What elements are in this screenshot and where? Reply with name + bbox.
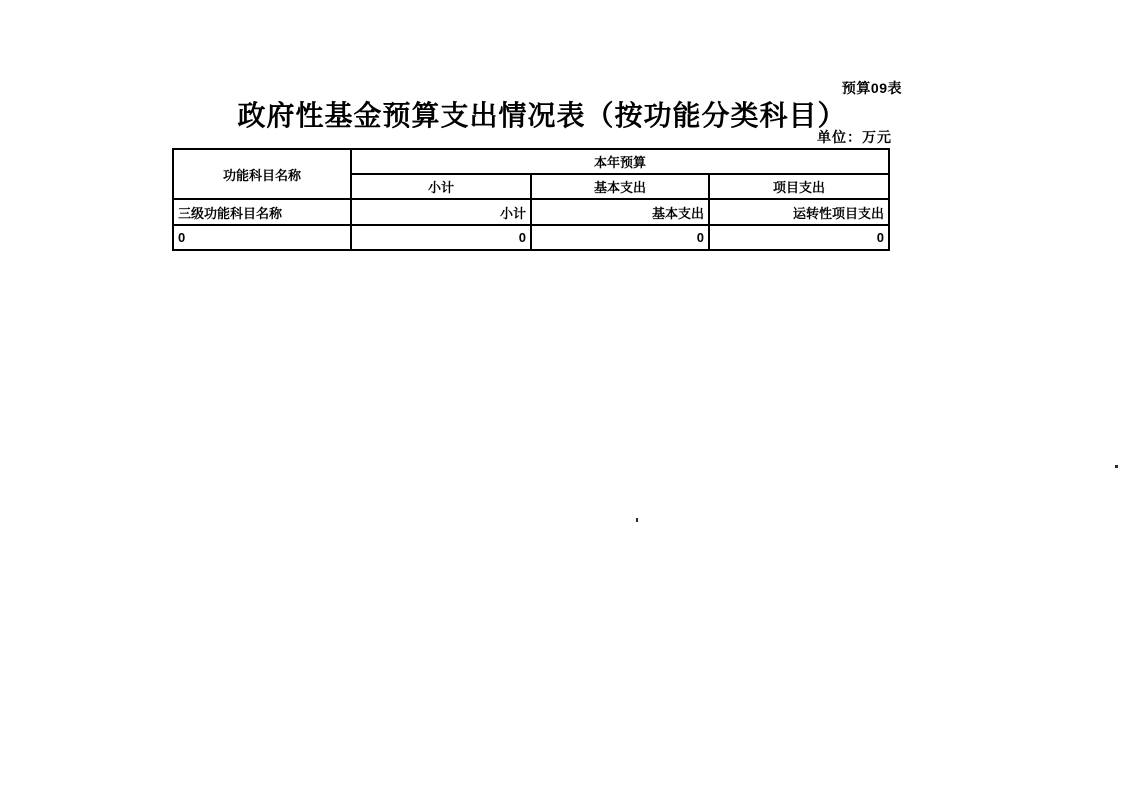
- header-row-group: [173, 149, 889, 174]
- table-row: [173, 199, 889, 225]
- scan-artifact-speck: [1115, 465, 1118, 468]
- form-number-label: 预算09表: [841, 80, 902, 96]
- cell-project-expenditure-value: 0: [709, 225, 889, 250]
- scan-artifact-speck: [636, 518, 638, 522]
- cell-operational-project-expenditure-label: 运转性项目支出: [709, 199, 889, 225]
- table-row: [173, 225, 889, 250]
- header-cell-subtotal: 小计: [351, 174, 531, 199]
- cell-level3-subject-name: 三级功能科目名称: [173, 199, 351, 225]
- cell-basic-expenditure-value: 0: [531, 225, 709, 250]
- header-cell-project-expenditure: 项目支出: [709, 174, 889, 199]
- header-cell-function-subject: 功能科目名称: [173, 149, 351, 199]
- cell-basic-expenditure-label: 基本支出: [531, 199, 709, 225]
- unit-label: 单位：万元: [817, 129, 892, 145]
- cell-subtotal-label: 小计: [351, 199, 531, 225]
- header-cell-basic-expenditure: 基本支出: [531, 174, 709, 199]
- cell-subtotal-value: 0: [351, 225, 531, 250]
- cell-subject-value: 0: [173, 225, 351, 250]
- budget-table: [172, 148, 890, 251]
- page-title: 政府性基金预算支出情况表（按功能分类科目）: [237, 100, 847, 131]
- header-cell-current-year-budget: 本年预算: [351, 149, 889, 174]
